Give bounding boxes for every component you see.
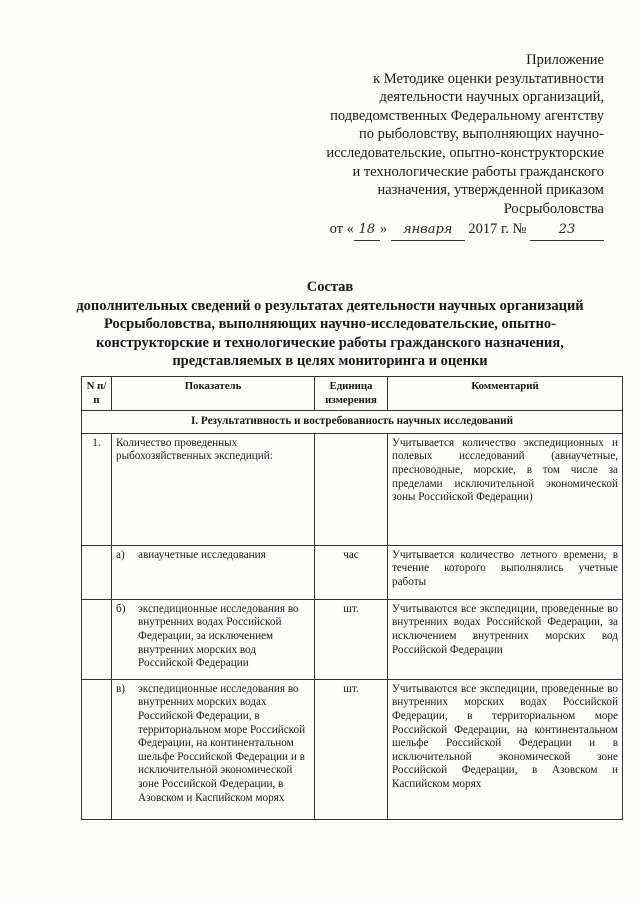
order-day: 18 — [354, 221, 380, 241]
table-header-row — [82, 377, 623, 411]
order-mid: » — [379, 221, 388, 238]
appendix-line: по рыболовству, выполняющих научно- — [358, 126, 604, 143]
row-indicator: Количество проведенных рыбохозяйственных экспедиций: — [112, 433, 315, 545]
order-prefix: от « — [329, 221, 354, 238]
row-unit: час — [315, 545, 388, 599]
order-date-line — [304, 220, 604, 241]
document-title — [40, 278, 620, 371]
order-number: 23 — [530, 221, 604, 241]
row-indicator-cell — [112, 545, 315, 599]
table-row — [82, 433, 623, 545]
header-indicator: Показатель — [112, 377, 315, 411]
row-comment: Учитывается количество летного времени, в течение которого выполнялись учетные работы — [388, 545, 623, 599]
table-row — [82, 679, 623, 819]
row-unit — [315, 433, 388, 545]
appendix-line: и технологические работы гражданского — [352, 163, 604, 180]
row-indicator: экспедиционные исследования во внутренних водах Российской Федерации, за исключением внутренних морских вод Российской Федерации — [138, 602, 299, 670]
row-indicator: авиаучетные исследования — [138, 548, 266, 561]
title-heading: Состав — [306, 279, 354, 295]
indicators-table — [81, 376, 623, 820]
row-unit: шт. — [315, 599, 388, 679]
row-number — [82, 545, 112, 599]
header-unit: Единица измерения — [315, 377, 388, 411]
order-month: января — [391, 221, 465, 241]
row-comment: Учитываются все экспедиции, проведенные во внутренних водах Российской Федерации, за исключением внутренних морских вод Российской Федерации — [388, 599, 623, 679]
row-number — [82, 599, 112, 679]
row-unit: шт. — [315, 679, 388, 819]
title-line: представляемых в целях мониторинга и оценки — [172, 353, 488, 370]
appendix-line: деятельности научных организаций, — [379, 89, 604, 106]
appendix-line: Приложение — [526, 52, 604, 68]
header-num: N п/п — [82, 377, 112, 411]
row-sub-label: а) — [116, 548, 125, 561]
row-indicator-cell — [112, 599, 315, 679]
table-row — [82, 545, 623, 599]
row-comment: Учитывается количество экспедиционных и полевых исследований (авиаучетные, пресноводные, морские, в том числе за пределами исключительной экономической зоны Российской Федерации) — [388, 433, 623, 545]
appendix-line: назначения, утвержденной приказом — [377, 182, 604, 199]
row-indicator: экспедиционные исследования во внутренних морских водах Российской Федерации, в территориальном море Российской Федерации, на континентальном шельфе Российской Федерации и в исключительной экономической зоне Российской Федерации, в Азовском и Каспийском морях — [138, 682, 306, 804]
row-sub-label: в) — [116, 682, 126, 695]
section-row — [82, 411, 623, 434]
row-number: 1. — [82, 433, 112, 545]
title-line: конструкторские и технологические работы гражданского назначения, — [96, 334, 564, 351]
row-number — [82, 679, 112, 819]
appendix-block — [304, 51, 604, 241]
appendix-line: подведомственных Федеральному агентству — [330, 107, 604, 124]
order-year: 2017 г. № — [468, 221, 527, 238]
title-line: дополнительных сведений о результатах деятельности научных организаций — [76, 297, 584, 314]
table-row — [82, 599, 623, 679]
row-comment: Учитываются все экспедиции, проведенные во внутренних морских водах Российской Федерации, в территориальном море Российской Федерации, на континентальном шельфе Российской Федерации и в исключительной экономической зоне Российской Федерации, в Азовском и Каспийском морях — [388, 679, 623, 819]
appendix-line: исследовательские, опытно-конструкторские — [326, 144, 604, 161]
section-title: I. Результативность и востребованность научных исследований — [82, 411, 623, 434]
row-indicator-cell — [112, 679, 315, 819]
row-sub-label: б) — [116, 602, 126, 615]
title-line: Росрыболовства, выполняющих научно-исследовательские, опытно- — [104, 316, 556, 333]
header-comment: Комментарий — [388, 377, 623, 411]
appendix-line: к Методике оценки результативности — [373, 70, 604, 87]
appendix-line: Росрыболовства — [503, 200, 604, 217]
